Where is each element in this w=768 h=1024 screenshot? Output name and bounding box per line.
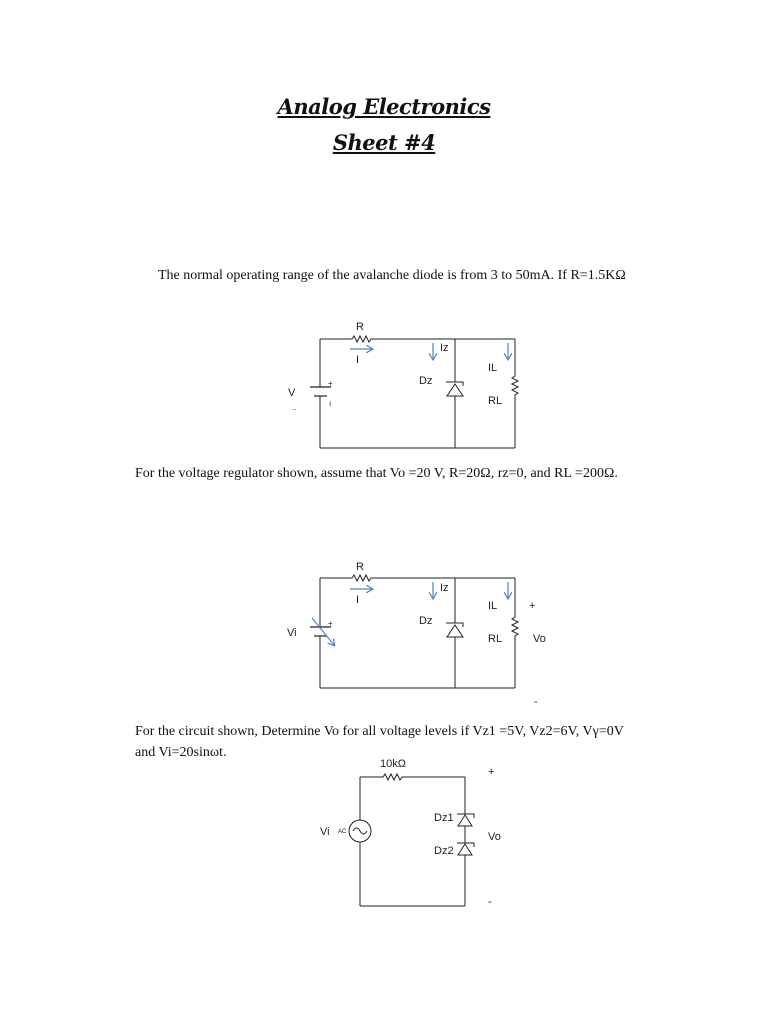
circuit-1-label-plus: +	[328, 379, 333, 388]
problem-3-text-line-2: and Vi=20sinωt.	[135, 745, 227, 760]
problem-1-text: The normal operating range of the avalanche diode is from 3 to 50mA. If R=1.5KΩ	[158, 268, 626, 283]
circuit-2-label-out-minus: -	[534, 696, 538, 708]
circuit-1-diagram	[310, 336, 518, 448]
circuit-1-label-IL: IL	[488, 362, 498, 374]
circuit-3-label-out-minus: -	[488, 896, 492, 908]
circuit-2-label-I: I	[356, 594, 360, 606]
circuit-1-label-Dz: Dz	[419, 375, 433, 387]
circuit-3-label-R: 10kΩ	[380, 758, 406, 770]
circuit-2-label-Iz: Iz	[440, 582, 449, 594]
circuit-2-diagram	[310, 575, 518, 688]
circuit-1-label-V: V	[288, 387, 296, 399]
circuit-1-label-R: R	[356, 321, 364, 333]
circuit-3-label-Dz1: Dz1	[434, 812, 454, 824]
circuit-3-label-Vo: Vo	[488, 831, 501, 843]
circuit-1-current-arrows	[350, 343, 508, 359]
circuit-3-label-AC: AC	[338, 829, 347, 835]
circuit-1-label-RL: RL	[488, 395, 503, 407]
circuit-2-label-RL: RL	[488, 633, 503, 645]
circuit-2-label-IL: IL	[488, 600, 498, 612]
circuit-3-diagram	[349, 774, 474, 906]
circuit-1-label-dots: ..	[292, 403, 297, 412]
circuit-3-label-Vi: Vi	[320, 826, 330, 838]
circuit-2-label-Vi: Vi	[287, 627, 297, 639]
circuit-2-label-plus: +	[328, 619, 333, 628]
circuit-2-label-Vo: Vo	[533, 633, 546, 645]
circuit-1-label-minus: ı	[329, 399, 332, 408]
problem-3-text-line-1: For the circuit shown, Determine Vo for all voltage levels if Vz1 =5V, Vz2=6V, Vγ=0V	[135, 724, 624, 739]
circuit-3-label-Dz2: Dz2	[434, 845, 454, 857]
page-title: Analog Electronics	[277, 94, 491, 119]
circuit-1-label-I: I	[356, 354, 360, 366]
circuit-2-current-arrows	[350, 582, 508, 598]
circuit-2-label-out-plus: +	[529, 600, 536, 612]
circuit-2-label-Dz: Dz	[419, 615, 433, 627]
circuit-2-label-R: R	[356, 561, 364, 573]
circuit-3-label-out-plus: +	[488, 766, 495, 778]
page-subtitle: Sheet #4	[332, 130, 436, 155]
problem-2-text: For the voltage regulator shown, assume that Vo =20 V, R=20Ω, rz=0, and RL =200Ω.	[135, 466, 618, 481]
circuit-1-label-Iz: Iz	[440, 342, 449, 354]
